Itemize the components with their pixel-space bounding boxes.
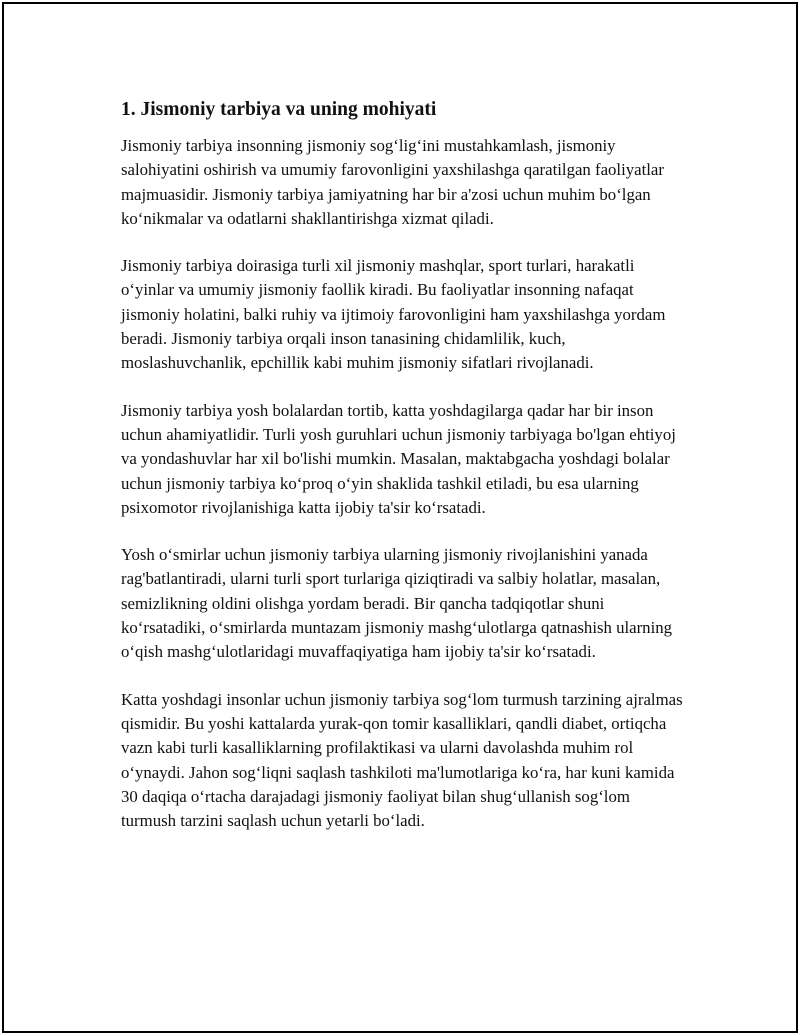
page-frame [2, 2, 798, 1033]
paragraph-3: Jismoniy tarbiya yosh bolalardan tortib, katta yoshdagilarga qadar har bir inson uchun ahamiyatlidir. Turli yosh guruhlari uchun jismoniy tarbiyaga bo'lgan ehtiyoj va yondashuvlar har xil bo'lishi mumkin. Masalan, maktabgacha yoshdagi bolalar uchun jismoniy tarbiya ko‘proq o‘yin shaklida tashkil etiladi, bu esa ularning psixomotor rivojlanishiga katta ijobiy ta'sir ko‘rsatadi. [121, 400, 676, 517]
paragraph-2: Jismoniy tarbiya doirasiga turli xil jismoniy mashqlar, sport turlari, harakatli o‘yinlar va umumiy jismoniy faollik kiradi. Bu faoliyatlar insonning nafaqat jismoniy holatini, balki ruhiy va ijtimoiy farovonligini ham yaxshilashga yordam beradi. Jismoniy tarbiya orqali inson tanasining chidamlilik, kuch, moslashuvchanlik, epchillik kabi muhim jismoniy sifatlari rivojlanadi. [121, 256, 666, 373]
paragraph-4: Yosh o‘smirlar uchun jismoniy tarbiya ularning jismoniy rivojlanishini yanada rag'batlantiradi, ularni turli sport turlariga qiziqtiradi va salbiy holatlar, masalan, semizlikning oldini olishga yordam beradi. Bir qancha tadqiqotlar shuni ko‘rsatadiki, o‘smirlarda muntazam jismoniy mashg‘ulotlarga qatnashish ularning o‘qish mashg‘ulotlaridagi muvaffaqiyatiga ham ijobiy ta'sir ko‘rsatadi. [121, 545, 673, 662]
paragraph-5: Katta yoshdagi insonlar uchun jismoniy tarbiya sog‘lom turmush tarzining ajralmas qismidir. Bu yoshi kattalarda yurak-qon tomir kasalliklari, qandli diabet, ortiqcha vazn kabi turli kasalliklarning profilaktikasi va ularni davolashda muhim rol o‘ynaydi. Jahon sog‘liqni saqlash tashkiloti ma'lumotlariga ko‘ra, har kuni kamida 30 daqiqa o‘rtacha darajadagi jismoniy faoliyat bilan shug‘ullanish sog‘lom turmush tarzini saqlash uchun yetarli bo‘ladi. [121, 689, 683, 831]
section-heading: 1. Jismoniy tarbiya va uning mohiyati [121, 99, 437, 120]
paragraph-1: Jismoniy tarbiya insonning jismoniy sog‘lig‘ini mustahkamlash, jismoniy salohiyatini oshirish va umumiy farovonligini yaxshilashga qaratilgan faoliyatlar majmuasidir. Jismoniy tarbiya jamiyatning har bir a'zosi uchun muhim bo‘lgan ko‘nikmalar va odatlarni shakllantirishga xizmat qiladi. [121, 136, 664, 228]
document-body [121, 98, 687, 856]
